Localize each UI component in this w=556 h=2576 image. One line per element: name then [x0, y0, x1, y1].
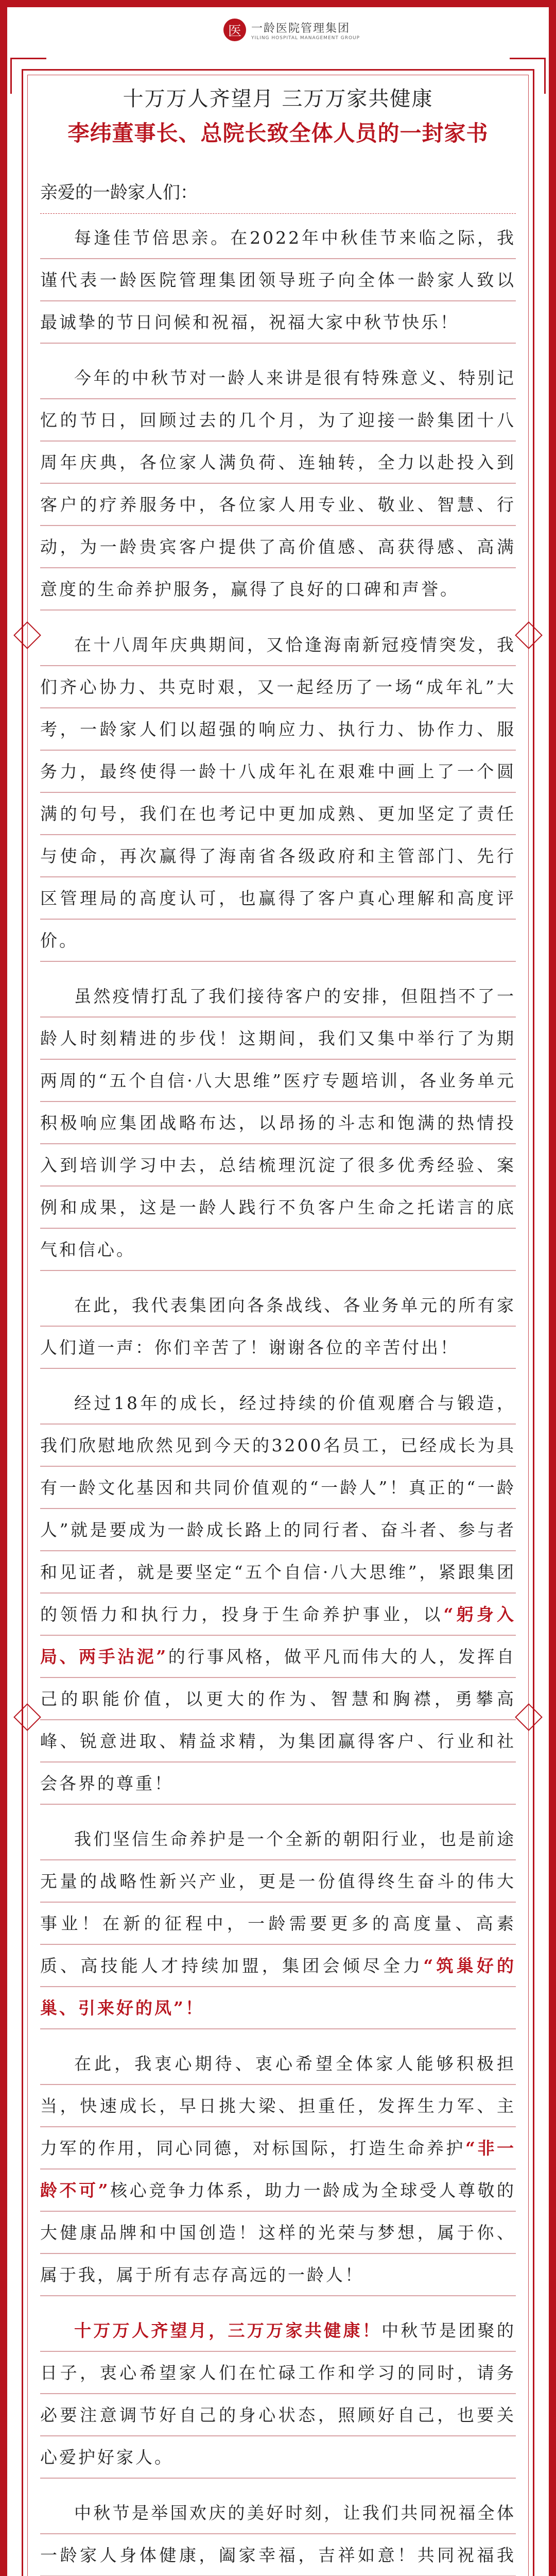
paragraph: 在十八周年庆典期间，又恰逢海南新冠疫情突发，我们齐心协力、共克时艰，又一起经历了一场“成年礼”大考，一龄家人们以超强的响应力、执行力、协作力、服务力，最终使得一龄十八成年礼在艰难中画上了一个圆满的句号，我们在也考记中更加成熟、更加坚定了责任与使命，再次赢得了海南省各级政府和主管部门、先行区管理局的高度认可，也赢得了客户真心理解和高度评价。 [40, 624, 516, 962]
paragraph: 经过18年的成长，经过持续的价值观磨合与锻造，我们欣慰地欣然见到今天的3200名员工，已经成长为具有一龄文化基因和共同价值观的“一龄人”！真正的“一龄人”就是要成为一龄成长路上的同行者、奋斗者、参与者和见证者，就是要坚定“五个自信·八大思维”，紧跟集团的领悟力和执行力，投身于生命养护事业，以“躬身入局、两手沾泥”的行事风格，做平凡而伟大的人，发挥自己的职能价值，以更大的作为、智慧和胸襟，勇攀高峰、锐意进取、精益求精，为集团赢得客户、行业和社会各界的尊重！ [40, 1382, 516, 1805]
paragraph: 十万万人齐望月，三万万家共健康！中秋节是团聚的日子，衷心希望家人们在忙碌工作和学习的同时，请务必要注意调节好自己的身心状态，照顾好自己，也要关心爱护好家人。 [40, 2310, 516, 2479]
paragraph: 虽然疫情打乱了我们接待客户的安排，但阻挡不了一龄人时刻精进的步伐！这期间，我们又集中举行了为期两周的“五个自信·八大思维”医疗专题培训，各业务单元积极响应集团战略布达，以昂扬的斗志和饱满的热情投入到培训学习中去，总结梳理沉淀了很多优秀经验、案例和成果，这是一龄人践行不负客户生命之托诺言的底气和信心。 [40, 975, 516, 1271]
paragraph: 在此，我代表集团向各条战线、各业务单元的所有家人们道一声：你们辛苦了！谢谢各位的辛苦付出！ [40, 1284, 516, 1369]
highlight-text: “筑巢好的巢、引来好的凤”！ [40, 1956, 516, 2018]
paragraph: 在此，我衷心期待、衷心希望全体家人能够积极担当，快速成长，早日挑大梁、担重任，发挥生力军、主力军的作用，同心同德，对标国际，打造生命养护“非一龄不可”核心竞争力体系，助力一龄成为全球受人尊敬的大健康品牌和中国创造！这样的光荣与梦想，属于你、属于我，属于所有志存高远的一龄人！ [40, 2043, 516, 2296]
highlight-text: 十万万人齐望月，三万万家共健康！ [74, 2320, 382, 2341]
hospital-logo-icon: 医 [223, 19, 246, 41]
brand-name-en: YILING HOSPITAL MANAGEMENT GROUP [251, 35, 360, 41]
brand-logo [223, 19, 360, 41]
highlight-text: “躬身入局、两手沾泥” [40, 1604, 516, 1667]
closing-paragraph: 中秋节是举国欢庆的美好时刻，让我们共同祝福全体一龄家人身体健康，阖家幸福，吉祥如意！共同祝福我 [40, 2492, 516, 2576]
highlight-text: “非一龄不可” [40, 2138, 516, 2200]
page-subtitle: 李纬董事长、总院长致全体人员的一封家书 [67, 121, 489, 146]
salutation: 亲爱的一龄家人们： [40, 172, 516, 214]
brand-name: 一龄医院管理集团 [251, 22, 351, 35]
paragraph: 我们坚信生命养护是一个全新的朝阳行业，也是前途无量的战略性新兴产业，更是一份值得终生奋斗的伟大事业！在新的征程中，一龄需要更多的高度量、高素质、高技能人才持续加盟，集团会倾尽全力“筑巢好的巢、引来好的凤”！ [40, 1818, 516, 2029]
letter-page [7, 7, 549, 2576]
paragraph: 每逢佳节倍思亲。在2022年中秋佳节来临之际，我谨代表一龄医院管理集团领导班子向全体一龄家人致以最诚挚的节日问候和祝福，祝福大家中秋节快乐！ [40, 217, 516, 344]
page-title: 十万万人齐望月 三万万家共健康 [123, 87, 433, 111]
paragraph: 今年的中秋节对一龄人来讲是很有特殊意义、特别记忆的节日，回顾过去的几个月，为了迎接一龄集团十八周年庆典，各位家人满负荷、连轴转，全力以赴投入到客户的疗养服务中，各位家人用专业、敬业、智慧、行动，为一龄贵宾客户提供了高价值感、高获得感、高满意度的生命养护服务，赢得了良好的口碑和声誉。 [40, 357, 516, 611]
letter-body [40, 172, 516, 2576]
